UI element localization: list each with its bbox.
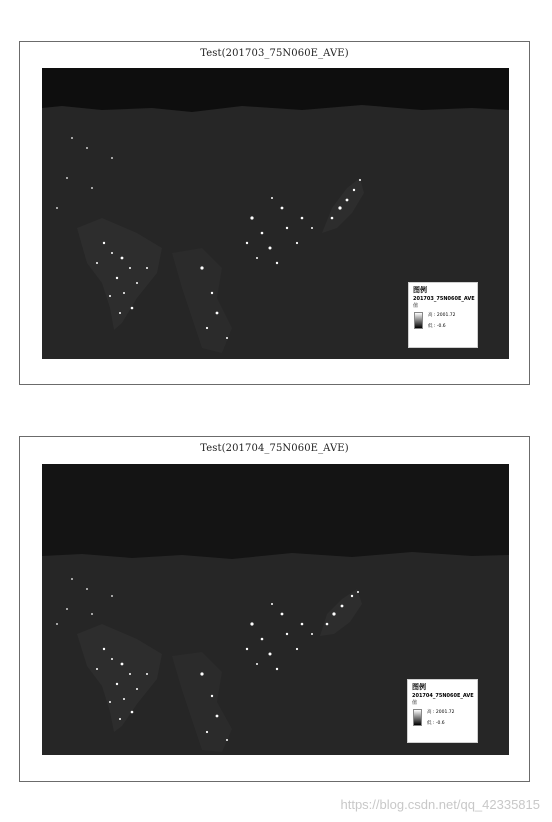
legend-low-value: 低 : -0.6 [428,324,446,329]
legend [408,282,478,348]
gradient-swatch [414,312,423,329]
legend-low-value: 低 : -0.6 [427,721,445,726]
map-layout-201703 [19,41,530,385]
gradient-swatch [413,709,422,726]
legend [407,679,478,743]
map-title: Test(201704_75N060E_AVE) [200,443,349,454]
map-layout-201704 [19,436,530,782]
legend-high-value: 高 : 2001.72 [428,313,456,318]
legend-high-value: 高 : 2001.72 [427,710,455,715]
legend-heading: 图例 [413,286,427,294]
legend-layer-name: 201703_75N060E_AVE [413,296,475,302]
legend-color-ramp [413,311,473,331]
legend-field-name: 值 [412,700,418,706]
map-title: Test(201703_75N060E_AVE) [200,48,349,59]
legend-heading: 图例 [412,683,426,691]
legend-field-name: 值 [413,303,419,309]
legend-color-ramp [412,708,473,728]
legend-layer-name: 201704_75N060E_AVE [412,693,474,699]
watermark-text: https://blog.csdn.net/qq_42335815 [340,797,540,812]
